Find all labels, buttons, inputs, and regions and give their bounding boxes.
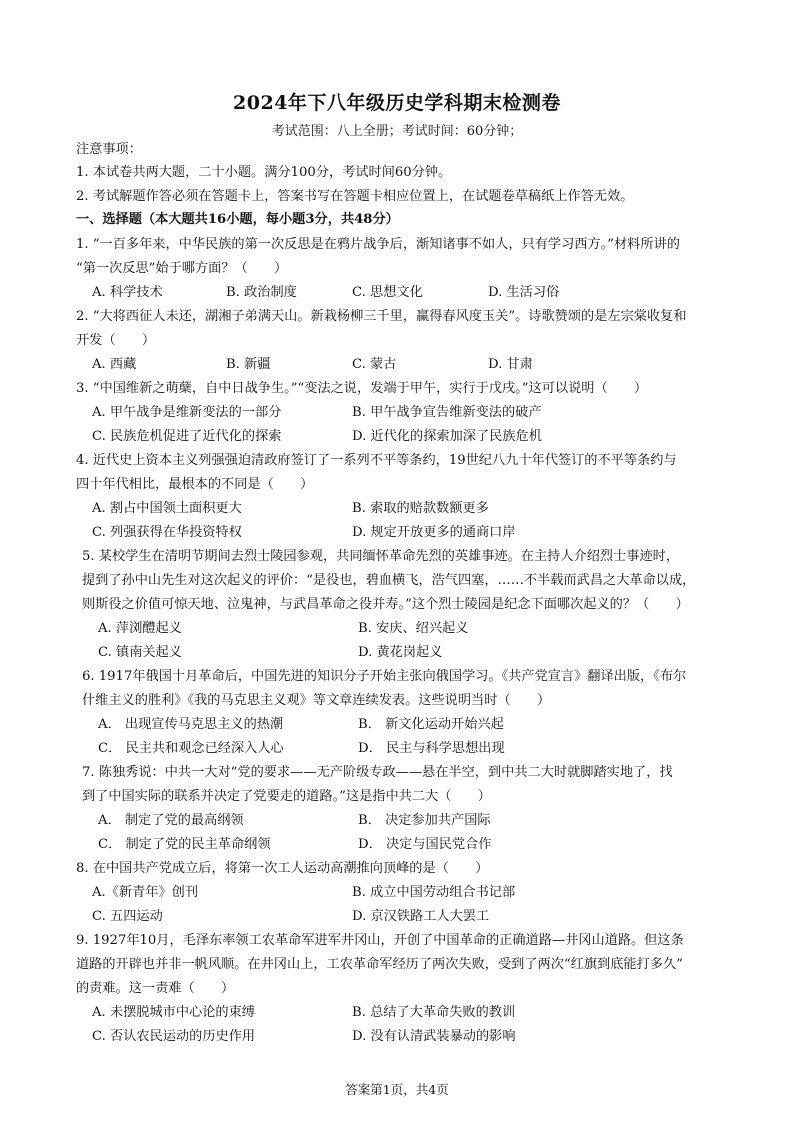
option-row (76, 1028, 736, 1046)
question-7-option: B． 决定参加共产国际 (358, 813, 491, 828)
option-row (76, 284, 736, 302)
notice-heading: 注意事项： (76, 142, 142, 157)
question-5-option: B. 安庆、绍兴起义 (358, 621, 469, 636)
question-3-option: C. 民族危机促进了近代化的探索 (92, 429, 282, 444)
question-7-option: C． 制定了党的民主革命纲领 (98, 837, 271, 852)
question-8-option: B. 成立中国劳动组合书记部 (352, 885, 516, 900)
question-8-text: 8. 在中国共产党成立后，将第一次工人运动高潮推向顶峰的是（ ） (76, 861, 489, 876)
question-8-option: C. 五四运动 (92, 909, 163, 924)
question-3-option: D. 近代化的探索加深了民族危机 (352, 429, 542, 444)
question-1-text: 1. “一百多年来，中华民族的第一次反思是在鸦片战争后，渐知诸事不如人，只有学习西方。”材料所讲的 (76, 237, 680, 252)
option-row (76, 404, 736, 422)
option-row (76, 740, 736, 758)
page-footer: 答案第1页，共4页 (345, 1082, 449, 1097)
question-1-option: D. 生活习俗 (488, 285, 560, 300)
question-4-option: C. 列强获得在华投资特权 (92, 525, 242, 540)
question-8-option: D. 京汉铁路工人大罢工 (352, 909, 490, 924)
page-title: 2024年下八年级历史学科期末检测卷 (233, 92, 561, 114)
question-4-option: D. 规定开放更多的通商口岸 (352, 525, 516, 540)
option-row (76, 428, 736, 446)
question-6-option: B． 新文化运动开始兴起 (358, 717, 504, 732)
question-1-option: B. 政治制度 (226, 285, 297, 300)
question-9-text: 9. 1927年10月，毛泽东率领工农革命军进军井冈山，开创了中国革命的正确道路—井冈山道路。但这条 (76, 933, 684, 948)
notice-item: 2. 考试解题作答必须在答题卡上，答案书写在答题卡相应位置上，在试题卷草稿纸上作答无效。 (76, 189, 634, 204)
option-row (76, 524, 736, 542)
question-5-option: C. 镇南关起义 (98, 645, 182, 660)
question-7-text: 7. 陈独秀说：中共一大对“党的要求——无产阶级专政——悬在半空，到中共二大时就脚踏实地了，找 (82, 765, 673, 780)
question-6-text: 什维主义的胜利》《我的马克思主义观》等文章连续发表。这些说明当时（ ） (82, 693, 551, 708)
question-5-text: 5. 某校学生在清明节期间去烈士陵园参观，共同缅怀革命先烈的英雄事迹。在主持人介绍烈士事迹时， (82, 549, 680, 564)
question-4-option: A. 割占中国领土面积更大 (92, 501, 242, 516)
question-9-text: 的责难。这一责难（ ） (76, 981, 235, 996)
question-2-text: 开发（ ） (76, 333, 156, 348)
option-row (76, 644, 736, 662)
option-row (76, 812, 736, 830)
question-2-option: D. 甘肃 (488, 357, 533, 372)
question-4-text: 四十年代相比，最根本的不同是（ ） (76, 477, 314, 492)
question-9-option: D. 没有认清武装暴动的影响 (352, 1029, 516, 1044)
question-9-option: B. 总结了大革命失败的教训 (352, 1005, 516, 1020)
question-5-option: A. 萍浏醴起义 (98, 621, 182, 636)
question-3-option: A. 甲午战争是维新变法的一部分 (92, 405, 282, 420)
question-5-option: D. 黄花岗起义 (358, 645, 443, 660)
question-7-text: 到了中国实际的联系并决定了党要走的道路。”这是指中共二大（ ） (82, 789, 491, 804)
notice-item: 1. 本试卷共两大题，二十小题。满分100分，考试时间60分钟。 (76, 165, 452, 180)
question-2-option: B. 新疆 (226, 357, 271, 372)
question-3-option: B. 甲午战争宣告维新变法的破产 (352, 405, 542, 420)
question-5-text: 提到了孙中山先生对这次起义的评价：“是役也，碧血横飞，浩气四塞，……不半载而武昌之大革命以成， (82, 573, 696, 588)
option-row (76, 1004, 736, 1022)
question-6-text: 6. 1917年俄国十月革命后，中国先进的知识分子开始主张向俄国学习。《共产党宣言》翻译出版，《布尔 (82, 669, 687, 684)
question-2-option: A. 西藏 (92, 357, 137, 372)
question-1-text: “第一次反思”始于哪方面？（ ） (76, 261, 288, 276)
question-4-option: B. 索取的赔款数额更多 (352, 501, 489, 516)
question-6-option: A． 出现宣传马克思主义的热潮 (98, 717, 284, 732)
question-6-option: C． 民主共和观念已经深入人心 (98, 741, 284, 756)
question-2-option: C. 蒙古 (352, 357, 397, 372)
question-8-option: A.《新青年》创刊 (92, 885, 199, 900)
question-1-option: C. 思想文化 (352, 285, 423, 300)
question-2-text: 2. “大将西征人未还，湖湘子弟满天山。新栽杨柳三千里，赢得春风度玉关”。诗歌赞颂的是左宗棠收复和 (76, 309, 687, 324)
question-6-option: D． 民主与科学思想出现 (358, 741, 505, 756)
exam-info: 考试范围：八上全册；考试时间：60分钟； (271, 124, 523, 139)
option-row (76, 500, 736, 518)
question-7-option: A． 制定了党的最高纲领 (98, 813, 244, 828)
option-row (76, 884, 736, 902)
question-9-option: C. 否认农民运动的历史作用 (92, 1029, 256, 1044)
question-4-text: 4. 近代史上资本主义列强强迫清政府签订了一系列不平等条约，19世纪八九十年代签订的不平等条约与 (76, 453, 677, 468)
question-9-option: A. 未摆脱城市中心论的束缚 (92, 1005, 255, 1020)
option-row (76, 836, 736, 854)
option-row (76, 356, 736, 374)
question-3-text: 3. “中国维新之萌蘖，自中日战争生。”“变法之说，发端于甲午，实行于戊戌。”这可以说明（ ） (76, 381, 648, 396)
question-7-option: D． 决定与国民党合作 (358, 837, 492, 852)
question-5-text: 则斯役之价值可惊天地、泣鬼神，与武昌革命之役并寿。”这个烈士陵园是纪念下面哪次起义的？（ ） (82, 597, 689, 612)
question-9-text: 道路的开辟也并非一帆风顺。在井冈山上，工农革命军经历了两次失败，受到了两次“红旗到底能打多久” (76, 957, 683, 972)
option-row (76, 716, 736, 734)
option-row (76, 908, 736, 926)
question-1-option: A. 科学技术 (92, 285, 163, 300)
option-row (76, 620, 736, 638)
section-heading: 一、选择题（本大题共16小题，每小题3分，共48分） (76, 212, 399, 227)
